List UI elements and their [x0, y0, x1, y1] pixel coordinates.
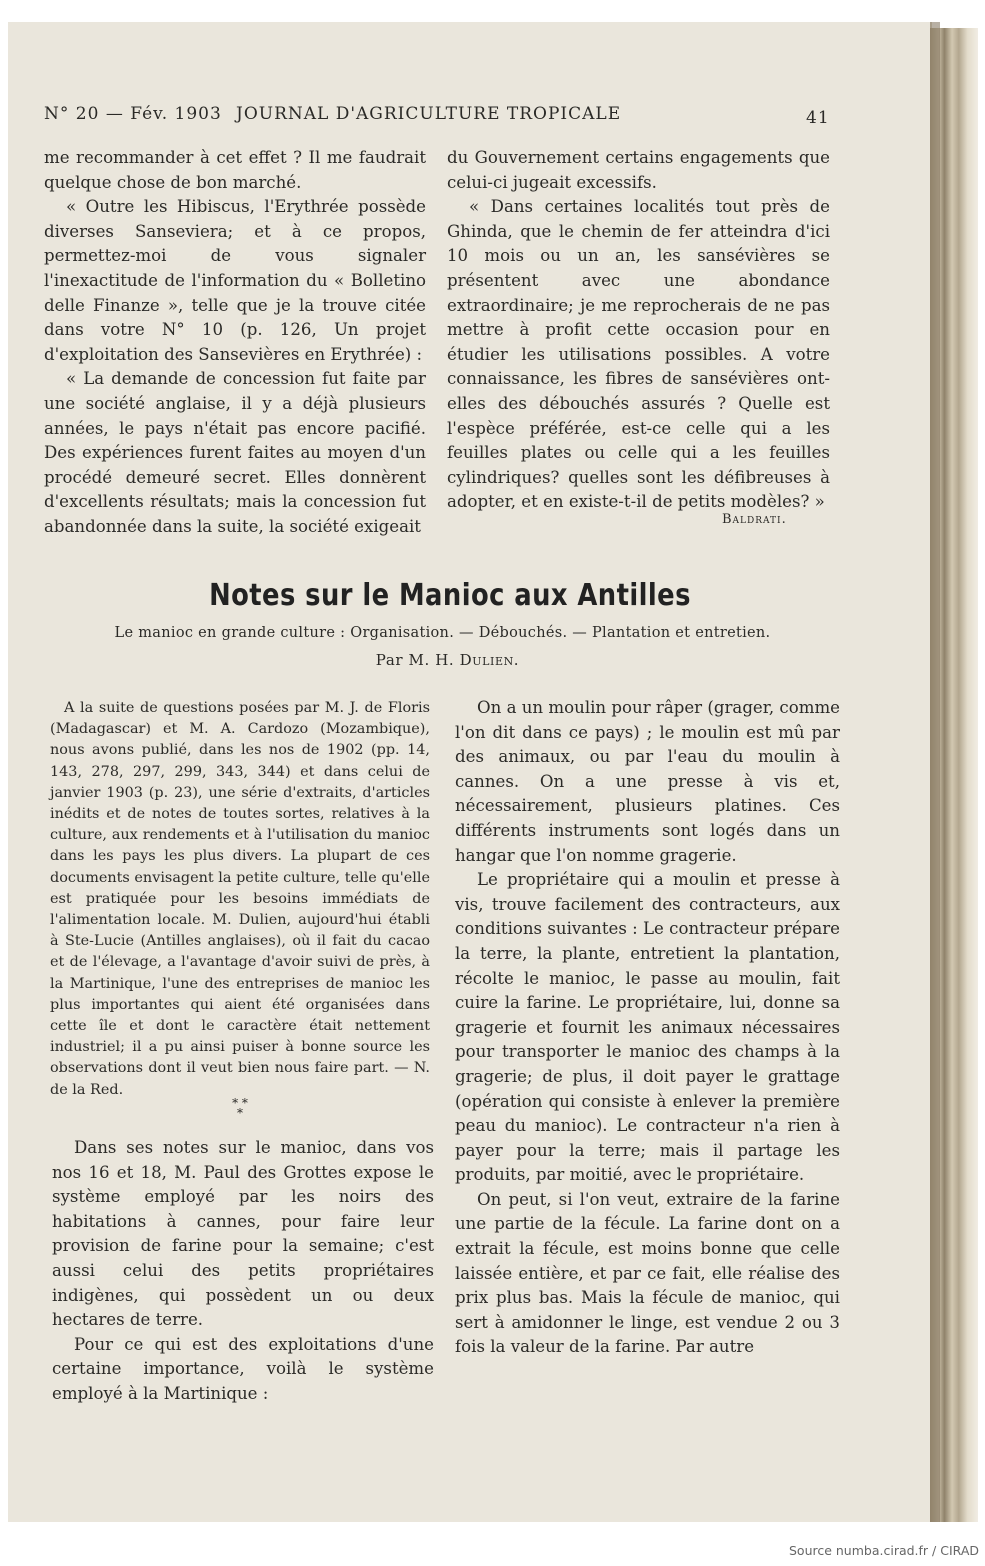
article-subtitle: Le manioc en grande culture : Organisation. — Débouchés. — Plantation et entretien. [114, 625, 771, 641]
page-number: 41 [806, 108, 830, 128]
top-left-column [44, 146, 426, 540]
paragraph: du Gouvernement certains engagements que celui-ci jugeait excessifs. [447, 148, 830, 192]
section-separator: * * * [232, 1096, 248, 1120]
bottom-right-column [455, 696, 840, 1360]
top-right-column [447, 146, 830, 515]
author-prefix: Par M. H. [375, 651, 460, 669]
bottom-left-column [52, 1136, 434, 1407]
paragraph: « Dans certaines localités tout près de Ghinda, que le chemin de fer atteindra d'ici 10 mois ou un an, les sansévières se présentent avec une abondance extraordinaire; je me reprocherais de ne pas mettre à profit cette occasion pour en étudier les utilisations possibles. A votre connaissance, les fibres de sansévières ont-elles des débouchés assurés ? Quelle est l'espèce préférée, est-ce celle qui a les feuilles plates ou celle qui a les feuilles cylindriques? quelles sont les défibreuses à adopter, et en existe-t-il de petits modèles? » [447, 197, 830, 512]
author-name: Dulien. [459, 651, 520, 669]
book-edge-shadow [930, 22, 940, 1522]
article-author [0, 651, 895, 669]
source-credit: Source numba.cirad.fr / CIRAD [788, 1543, 979, 1558]
journal-title: JOURNAL D'AGRICULTURE TROPICALE [236, 104, 622, 124]
editor-note: A la suite de questions posées par M. J. de Floris (Madagascar) et M. A. Cardozo (Mozambique), nous avons publié, dans les nos de 1902 (pp. 14, 143, 278, 297, 299, 343, 344) et dans celui de janvier 1903 (p. 23), une série d'extraits, d'articles inédits et de notes de toutes sortes, relatives à la culture, aux rendements et à l'utilisation du manioc dans les pays les plus divers. La plupart de ces documents envisagent la petite culture, telle qu'elle est pratiquée pour les besoins immédiats de l'alimentation locale. M. Dulien, aujourd'hui établi à Ste-Lucie (Antilles anglaises), où il fait du cacao et de l'élevage, a l'avantage d'avoir suivi de près, à la Martinique, l'une des entreprises de manioc les plus importantes qui aient été organisées dans cette île et dont le caractère était nettement industriel; il a pu ainsi puiser à bonne source les observations dont il veut bien nous faire part. — N. de la Red. [50, 700, 430, 1098]
paragraph: Pour ce qui est des exploitations d'une certaine importance, voilà le système employé à la Martinique : [52, 1334, 434, 1403]
article-title: Notes sur le Manioc aux Antilles [209, 578, 691, 613]
paragraph: On peut, si l'on veut, extraire de la farine une partie de la fécule. La farine dont on a extrait la fécule, est moins bonne que celle laissée entière, et par ce fait, elle réalise des prix plus bas. Mais la fécule de manioc, qui sert à amidonner le linge, est vendue 2 ou 3 fois la valeur de la farine. Par autre [455, 1189, 840, 1357]
paragraph: Dans ses notes sur le manioc, dans vos nos 16 et 18, M. Paul des Grottes expose le système employé par les noirs des habitations à cannes, pour faire leur provision de farine pour la semaine; c'est aussi celui des petits propriétaires indigènes, qui possèdent un ou deux hectares de terre. [52, 1138, 434, 1330]
paragraph: « La demande de concession fut faite par une société anglaise, il y a déjà plusieurs années, le pays n'était pas encore pacifié. Des expériences furent faites au moyen d'un procédé demeuré secret. Elles donnèrent d'excellents résultats; mais la concession fut abandonnée dans la suite, la société exigeait [44, 369, 426, 536]
paragraph: On a un moulin pour râper (grager, comme l'on dit dans ce pays) ; le moulin est mû par des animaux, ou par l'eau du moulin à cannes. On a une presse à vis et, nécessairement, plusieurs platines. Ces différents instruments sont logés dans un hangar que l'on nomme gragerie. [455, 698, 840, 865]
paragraph: Le propriétaire qui a moulin et presse à vis, trouve facilement des contracteurs, aux conditions suivantes : Le contracteur prépare la terre, la plante, entretient la plantation, récolte le manioc, le passe au moulin, fait cuire la farine. Le propriétaire, lui, donne sa gragerie et fournit les animaux nécessaires pour transporter le manioc des champs à la gragerie; de plus, il doit payer le grattage (opération qui consiste à enlever la première peau du manioc). Le contracteur n'a rien à payer pour la terre; mais il partage les produits, par moitié, avec le propriétaire. [455, 870, 840, 1185]
signature: Baldrati. [722, 512, 787, 527]
issue-number: N° 20 — Fév. 1903 [44, 104, 222, 124]
paragraph: me recommander à cet effet ? Il me faudrait quelque chose de bon marché. [44, 148, 426, 192]
paragraph: « Outre les Hibiscus, l'Erythrée possède diverses Sanseviera; et à ce propos, permettez-moi de vous signaler l'inexactitude de l'information du « Bolletino delle Finanze », telle que je la trouve citée dans votre N° 10 (p. 126, Un projet d'exploitation des Sansevières en Erythrée) : [44, 197, 426, 364]
